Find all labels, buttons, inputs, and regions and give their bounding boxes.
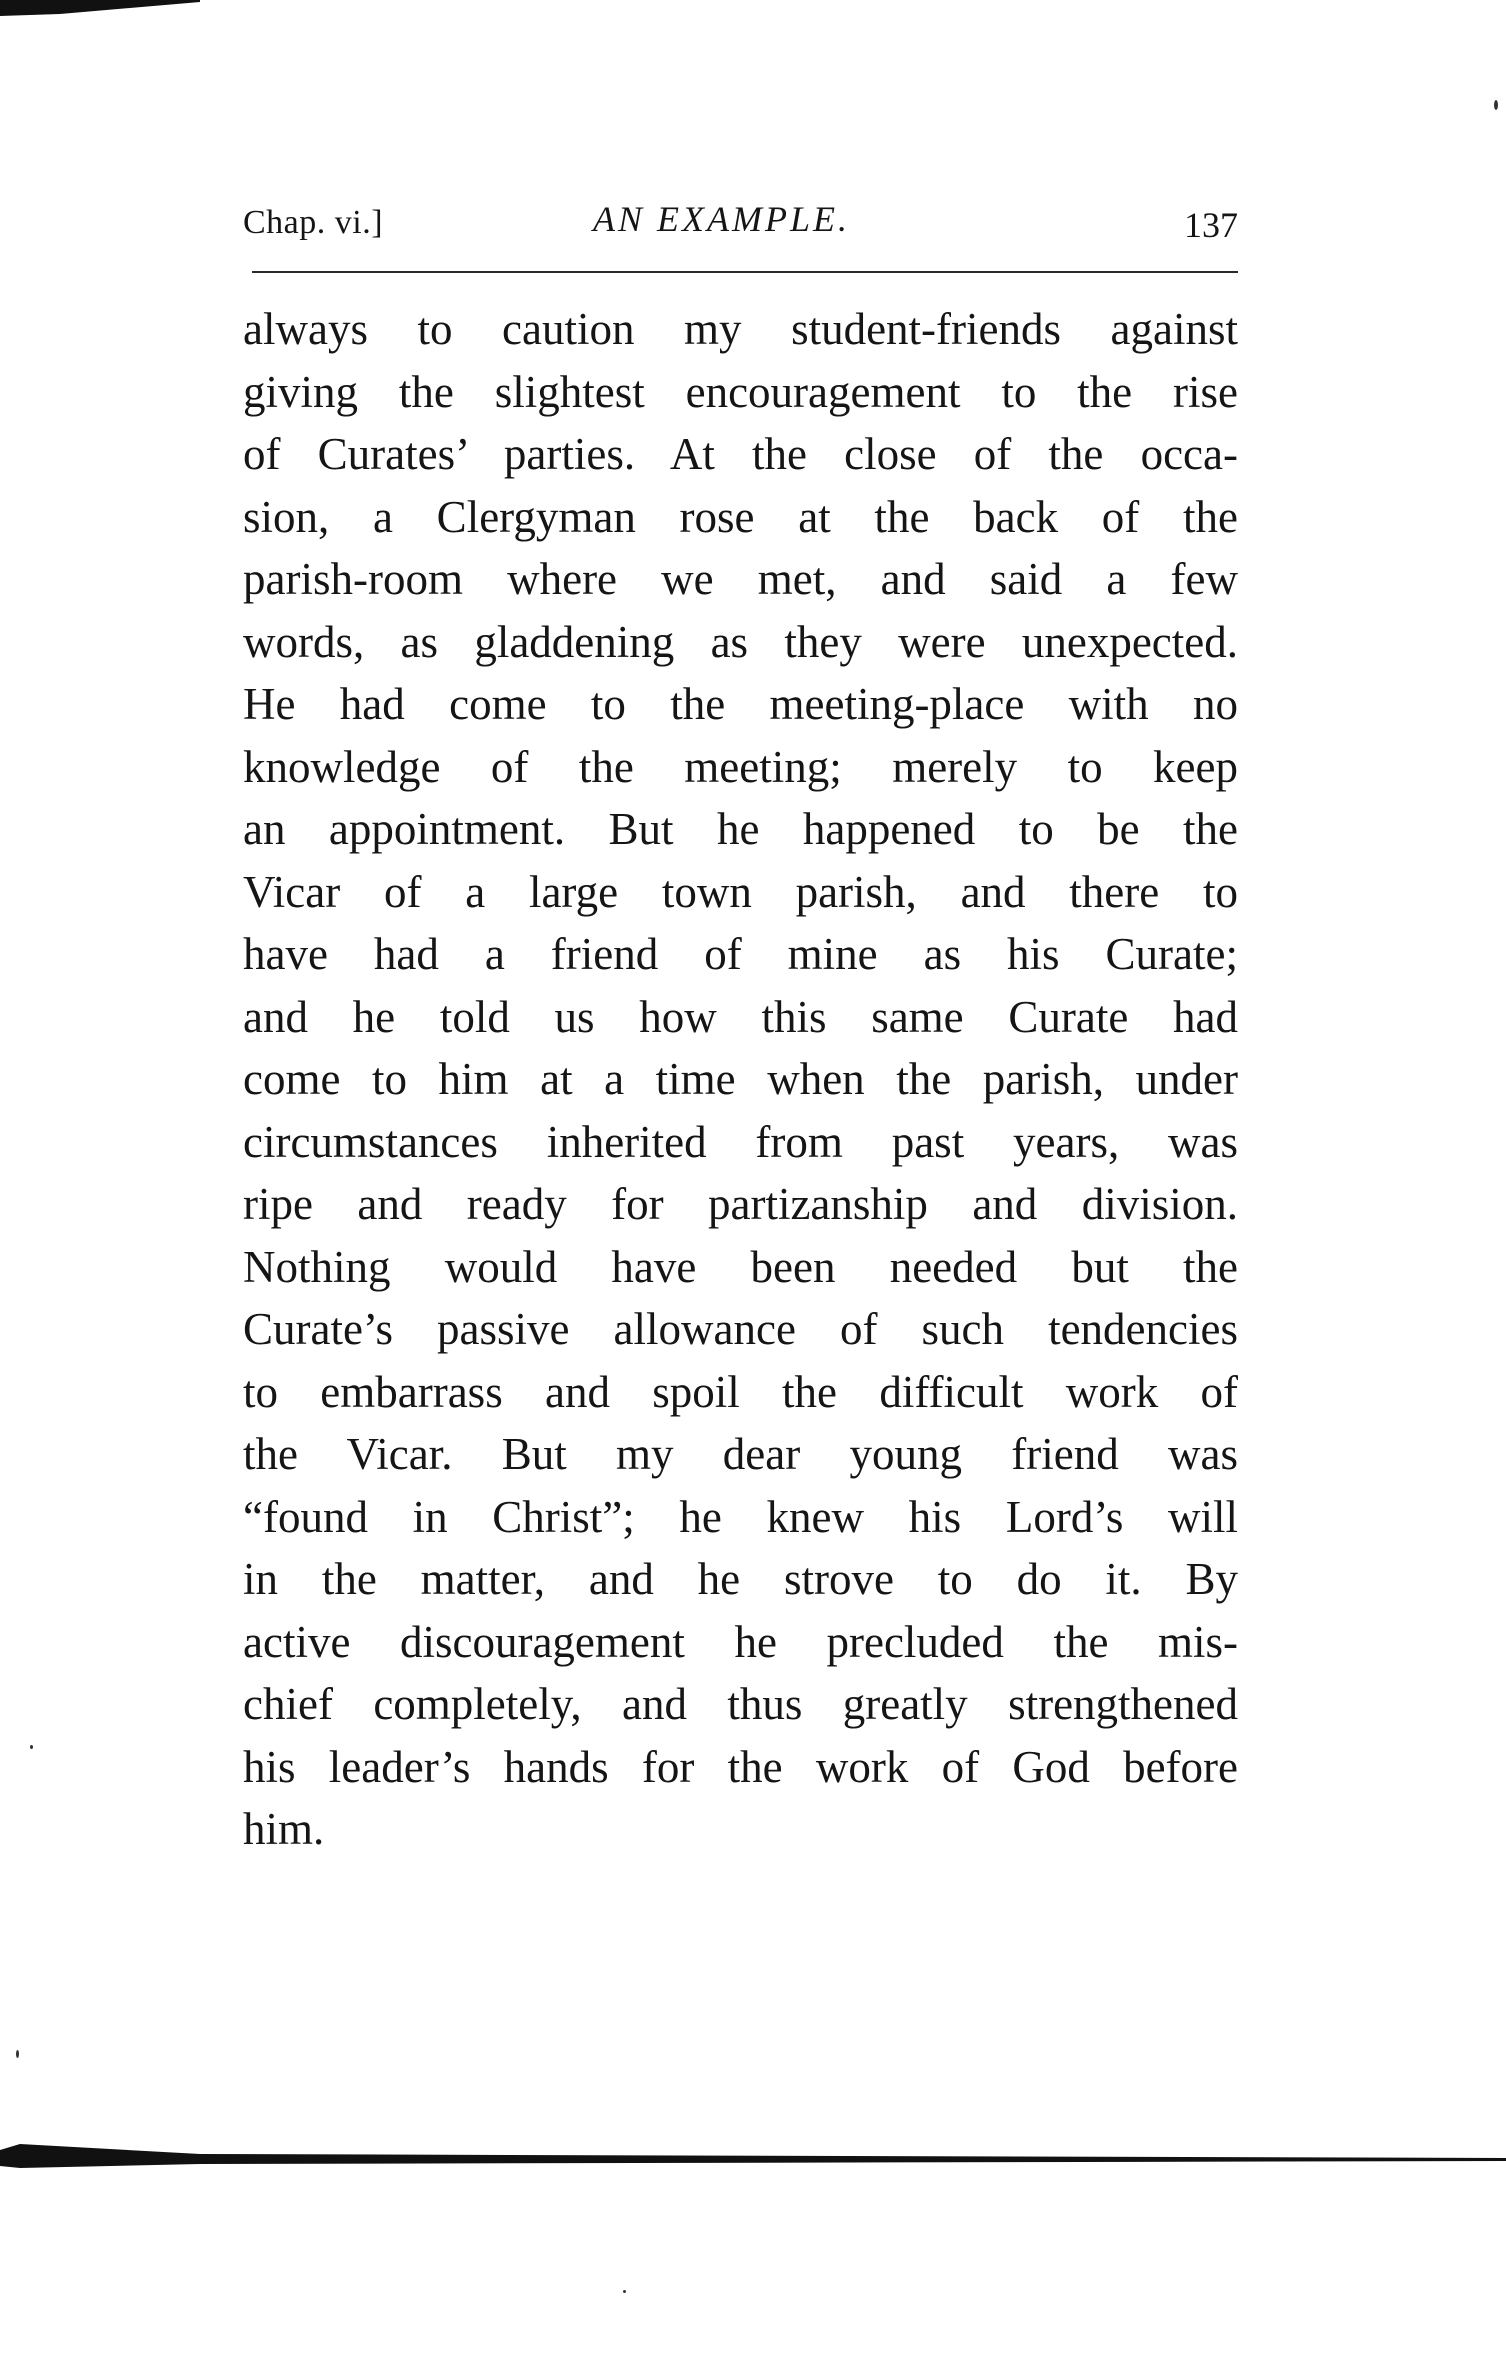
text-line: ripe and ready for partizanship and division. bbox=[243, 1179, 1238, 1229]
running-head bbox=[243, 198, 1238, 250]
text-line: of Curates’ parties. At the close of the occa- bbox=[243, 429, 1238, 479]
scan-speck bbox=[623, 2290, 626, 2293]
text-line: Vicar of a large town parish, and there to bbox=[243, 866, 1238, 917]
text-line: have had a friend of mine as his Curate; bbox=[243, 929, 1238, 979]
page-number: 137 bbox=[1184, 205, 1238, 245]
text-line: Curate’s passive allowance of such tendencies bbox=[243, 1304, 1238, 1354]
scan-speck bbox=[1494, 100, 1498, 110]
text-line: in the matter, and he strove to do it. By bbox=[243, 1554, 1238, 1604]
text-line: always to caution my student-friends against bbox=[243, 304, 1238, 354]
chapter-label: Chap. vi.] bbox=[243, 204, 384, 241]
text-line: sion, a Clergyman rose at the back of the bbox=[243, 491, 1238, 542]
scan-bottom-edge bbox=[0, 2138, 1506, 2178]
text-line: and he told us how this same Curate had bbox=[243, 991, 1238, 1042]
scan-speck bbox=[30, 1745, 33, 1749]
text-line: to embarrass and spoil the difficult work of bbox=[243, 1366, 1238, 1417]
scan-speck bbox=[16, 2050, 19, 2058]
text-line: He had come to the meeting-place with no bbox=[243, 679, 1238, 729]
scan-edge-mark bbox=[0, 0, 200, 30]
body-text bbox=[243, 298, 1238, 1861]
text-line: knowledge of the meeting; merely to keep bbox=[243, 741, 1238, 792]
header-rule bbox=[252, 271, 1238, 273]
text-line: “found in Christ”; he knew his Lord’s will bbox=[243, 1491, 1238, 1542]
text-line: active discouragement he precluded the mis- bbox=[243, 1616, 1238, 1667]
text-line: his leader’s hands for the work of God before bbox=[243, 1741, 1238, 1792]
text-line: parish-room where we met, and said a few bbox=[243, 554, 1238, 604]
running-title: AN EXAMPLE. bbox=[593, 199, 850, 239]
text-line: circumstances inherited from past years, was bbox=[243, 1116, 1238, 1167]
text-line: him. bbox=[243, 1804, 325, 1854]
text-line: giving the slightest encouragement to the rise bbox=[243, 366, 1238, 417]
text-line: come to him at a time when the parish, under bbox=[243, 1054, 1238, 1104]
text-line: an appointment. But he happened to be the bbox=[243, 804, 1238, 854]
text-line: the Vicar. But my dear young friend was bbox=[243, 1429, 1238, 1479]
text-line: words, as gladdening as they were unexpected. bbox=[243, 616, 1238, 667]
text-line: Nothing would have been needed but the bbox=[243, 1241, 1238, 1292]
text-line: chief completely, and thus greatly strengthened bbox=[243, 1679, 1238, 1729]
